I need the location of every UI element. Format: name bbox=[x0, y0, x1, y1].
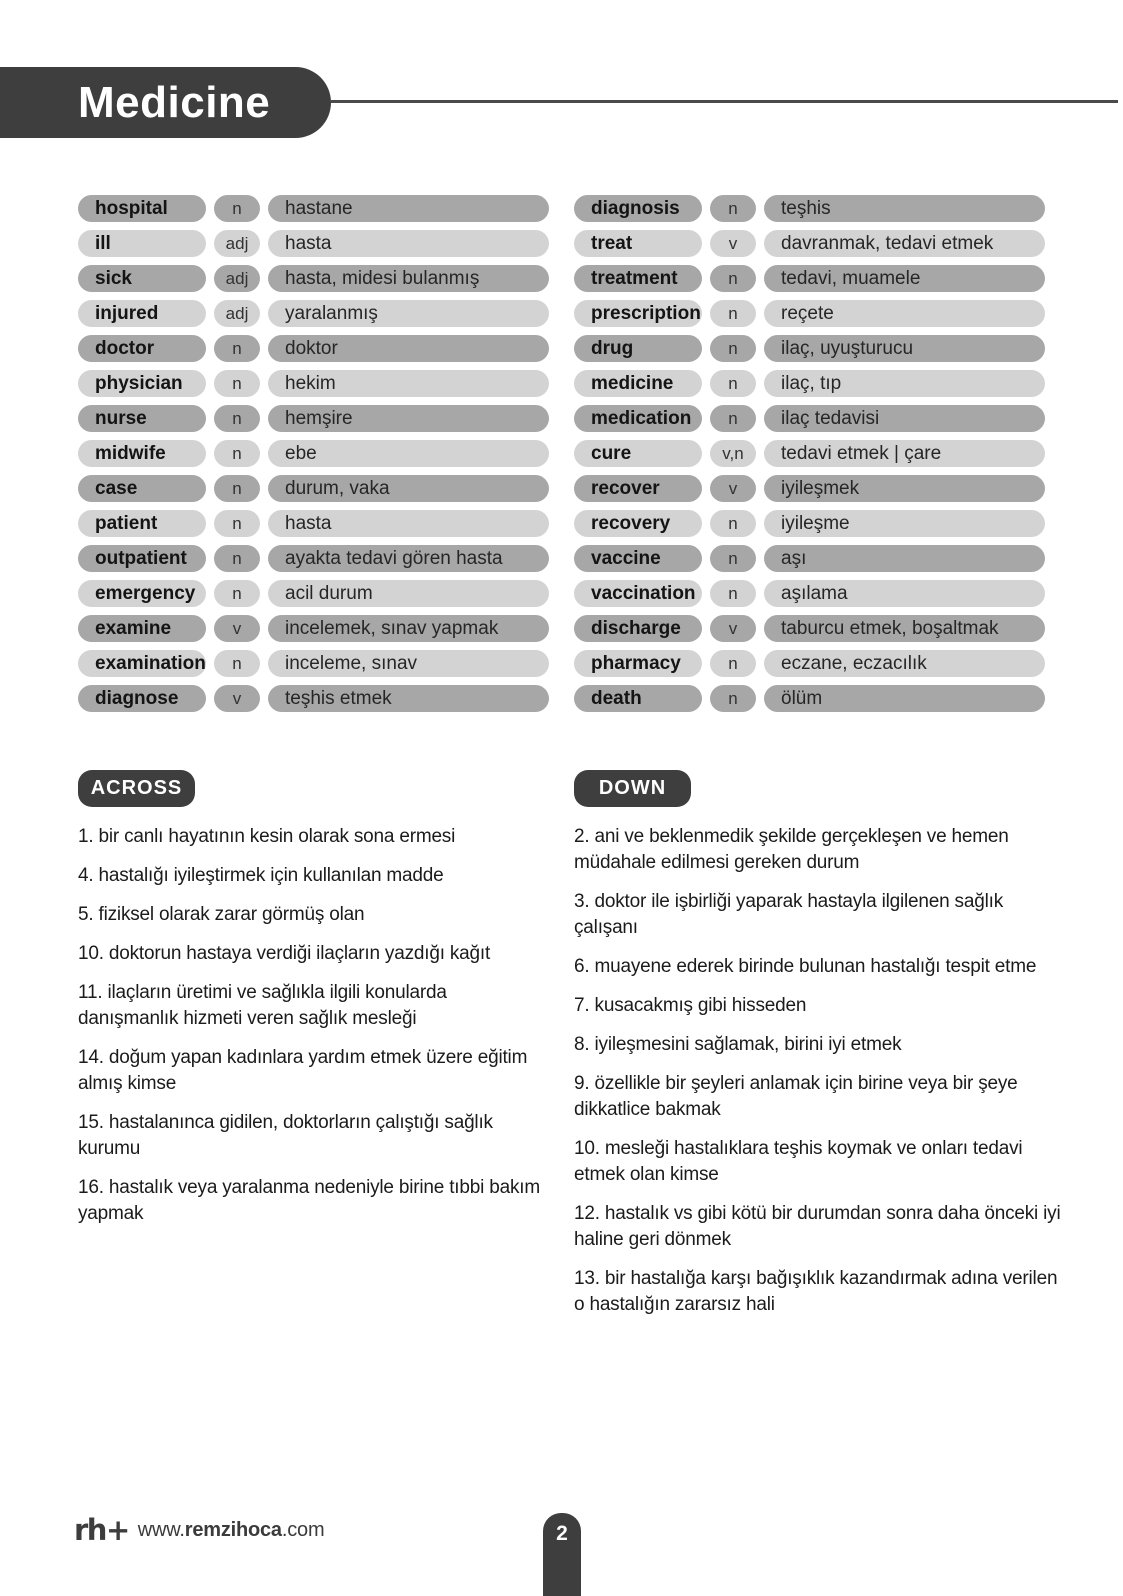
word-pill: medication bbox=[574, 405, 702, 432]
vocab-row bbox=[78, 580, 549, 607]
word-pill: nurse bbox=[78, 405, 206, 432]
translation-pill: ilaç, tıp bbox=[764, 370, 1045, 397]
translation-pill: hasta bbox=[268, 230, 549, 257]
word-pill: ill bbox=[78, 230, 206, 257]
translation-pill: taburcu etmek, boşaltmak bbox=[764, 615, 1045, 642]
translation-pill: doktor bbox=[268, 335, 549, 362]
part-of-speech-pill: n bbox=[214, 510, 260, 537]
word-pill: cure bbox=[574, 440, 702, 467]
word-pill: death bbox=[574, 685, 702, 712]
across-badge bbox=[78, 770, 195, 807]
vocab-row bbox=[78, 370, 549, 397]
down-badge bbox=[574, 770, 691, 807]
clue-item: 8. iyileşmesini sağlamak, birini iyi etmek bbox=[574, 1034, 902, 1055]
across-column bbox=[78, 770, 549, 1331]
part-of-speech-pill: v bbox=[710, 475, 756, 502]
word-pill: physician bbox=[78, 370, 206, 397]
url-name: remzihoca bbox=[184, 1519, 282, 1541]
page-title-banner bbox=[0, 67, 331, 138]
url-tld: .com bbox=[281, 1519, 325, 1541]
vocab-row bbox=[574, 335, 1045, 362]
translation-pill: incelemek, sınav yapmak bbox=[268, 615, 549, 642]
translation-pill: acil durum bbox=[268, 580, 549, 607]
part-of-speech-pill: n bbox=[214, 475, 260, 502]
word-pill: vaccination bbox=[574, 580, 702, 607]
footer-brand bbox=[74, 1513, 325, 1547]
vocabulary-column-left bbox=[78, 195, 549, 712]
word-pill: emergency bbox=[78, 580, 206, 607]
vocab-row bbox=[78, 475, 549, 502]
word-pill: treatment bbox=[574, 265, 702, 292]
translation-pill: aşılama bbox=[764, 580, 1045, 607]
clue-item: 16. hastalık veya yaralanma nedeniyle birine tıbbi bakım yapmak bbox=[78, 1177, 540, 1224]
part-of-speech-pill: n bbox=[214, 195, 260, 222]
word-pill: injured bbox=[78, 300, 206, 327]
part-of-speech-pill: n bbox=[214, 440, 260, 467]
clue-item: 4. hastalığı iyileştirmek için kullanılan madde bbox=[78, 865, 444, 886]
word-pill: discharge bbox=[574, 615, 702, 642]
translation-pill: iyileşmek bbox=[764, 475, 1045, 502]
vocab-row bbox=[574, 545, 1045, 572]
vocab-row bbox=[78, 545, 549, 572]
word-pill: patient bbox=[78, 510, 206, 537]
translation-pill: teşhis etmek bbox=[268, 685, 549, 712]
vocab-row bbox=[574, 650, 1045, 677]
title-rule bbox=[331, 100, 1118, 103]
page-number: 2 bbox=[556, 1522, 568, 1545]
translation-pill: ilaç, uyuşturucu bbox=[764, 335, 1045, 362]
part-of-speech-pill: n bbox=[710, 405, 756, 432]
word-pill: doctor bbox=[78, 335, 206, 362]
translation-pill: hastane bbox=[268, 195, 549, 222]
translation-pill: aşı bbox=[764, 545, 1045, 572]
word-pill: outpatient bbox=[78, 545, 206, 572]
crossword-clues-section bbox=[78, 770, 1068, 1331]
clue-item: 9. özellikle bir şeyleri anlamak için birine veya bir şeye dikkatlice bakmak bbox=[574, 1073, 1018, 1120]
translation-pill: iyileşme bbox=[764, 510, 1045, 537]
vocab-row bbox=[574, 370, 1045, 397]
part-of-speech-pill: n bbox=[214, 405, 260, 432]
vocab-row bbox=[574, 580, 1045, 607]
word-pill: examination bbox=[78, 650, 206, 677]
vocab-row bbox=[574, 510, 1045, 537]
clue-item: 14. doğum yapan kadınlara yardım etmek üzere eğitim almış kimse bbox=[78, 1047, 528, 1094]
site-url bbox=[138, 1519, 325, 1542]
translation-pill: inceleme, sınav bbox=[268, 650, 549, 677]
part-of-speech-pill: n bbox=[710, 370, 756, 397]
part-of-speech-pill: n bbox=[214, 370, 260, 397]
part-of-speech-pill: n bbox=[710, 195, 756, 222]
part-of-speech-pill: v bbox=[710, 230, 756, 257]
clue-item: 10. doktorun hastaya verdiği ilaçların yazdığı kağıt bbox=[78, 943, 491, 964]
translation-pill: ebe bbox=[268, 440, 549, 467]
part-of-speech-pill: n bbox=[710, 335, 756, 362]
translation-pill: hemşire bbox=[268, 405, 549, 432]
vocab-row bbox=[574, 195, 1045, 222]
word-pill: recovery bbox=[574, 510, 702, 537]
vocab-row bbox=[574, 405, 1045, 432]
page-number-tab bbox=[543, 1513, 581, 1596]
translation-pill: tedavi etmek | çare bbox=[764, 440, 1045, 467]
vocab-row bbox=[78, 230, 549, 257]
vocab-row bbox=[574, 615, 1045, 642]
vocab-row bbox=[78, 335, 549, 362]
translation-pill: hekim bbox=[268, 370, 549, 397]
word-pill: sick bbox=[78, 265, 206, 292]
word-pill: recover bbox=[574, 475, 702, 502]
translation-pill: teşhis bbox=[764, 195, 1045, 222]
clue-item: 1. bir canlı hayatının kesin olarak sona ermesi bbox=[78, 826, 456, 847]
part-of-speech-pill: v,n bbox=[710, 440, 756, 467]
word-pill: hospital bbox=[78, 195, 206, 222]
clue-item: 2. ani ve beklenmedik şekilde gerçekleşen ve hemen müdahale edilmesi gereken durum bbox=[574, 826, 1009, 873]
vocab-row bbox=[574, 685, 1045, 712]
clue-item: 5. fiziksel olarak zarar görmüş olan bbox=[78, 904, 365, 925]
word-pill: drug bbox=[574, 335, 702, 362]
url-www: www. bbox=[137, 1519, 185, 1541]
vocab-row bbox=[78, 440, 549, 467]
translation-pill: ölüm bbox=[764, 685, 1045, 712]
vocab-row bbox=[78, 300, 549, 327]
part-of-speech-pill: n bbox=[214, 545, 260, 572]
vocab-row bbox=[78, 615, 549, 642]
vocab-row bbox=[574, 300, 1045, 327]
part-of-speech-pill: n bbox=[214, 335, 260, 362]
across-clue-list bbox=[78, 824, 549, 1227]
translation-pill: tedavi, muamele bbox=[764, 265, 1045, 292]
word-pill: pharmacy bbox=[574, 650, 702, 677]
clue-item: 15. hastalanınca gidilen, doktorların çalıştığı sağlık kurumu bbox=[78, 1112, 493, 1159]
across-label: ACROSS bbox=[90, 777, 183, 799]
part-of-speech-pill: n bbox=[710, 685, 756, 712]
word-pill: vaccine bbox=[574, 545, 702, 572]
part-of-speech-pill: v bbox=[214, 615, 260, 642]
vocab-row bbox=[574, 475, 1045, 502]
part-of-speech-pill: v bbox=[710, 615, 756, 642]
clue-item: 10. mesleği hastalıklara teşhis koymak ve onları tedavi etmek olan kimse bbox=[574, 1138, 1023, 1185]
translation-pill: durum, vaka bbox=[268, 475, 549, 502]
translation-pill: hasta bbox=[268, 510, 549, 537]
clue-item: 6. muayene ederek birinde bulunan hastalığı tespit etme bbox=[574, 956, 1037, 977]
clue-item: 13. bir hastalığa karşı bağışıklık kazandırmak adına verilen o hastalığın zararsız hali bbox=[574, 1268, 1058, 1315]
part-of-speech-pill: n bbox=[710, 650, 756, 677]
translation-pill: ayakta tedavi gören hasta bbox=[268, 545, 549, 572]
part-of-speech-pill: n bbox=[710, 580, 756, 607]
vocabulary-section bbox=[78, 195, 1045, 712]
remzihoca-logo: rh+ bbox=[74, 1513, 129, 1547]
translation-pill: yaralanmış bbox=[268, 300, 549, 327]
part-of-speech-pill: n bbox=[214, 580, 260, 607]
translation-pill: davranmak, tedavi etmek bbox=[764, 230, 1045, 257]
word-pill: diagnosis bbox=[574, 195, 702, 222]
clue-item: 3. doktor ile işbirliği yaparak hastayla ilgilenen sağlık çalışanı bbox=[574, 891, 1003, 938]
down-clue-list bbox=[574, 824, 1068, 1318]
vocab-row bbox=[574, 440, 1045, 467]
down-label: DOWN bbox=[598, 777, 667, 799]
word-pill: examine bbox=[78, 615, 206, 642]
down-column bbox=[574, 770, 1068, 1331]
word-pill: prescription bbox=[574, 300, 702, 327]
vocab-row bbox=[574, 230, 1045, 257]
vocab-row bbox=[78, 650, 549, 677]
part-of-speech-pill: n bbox=[710, 265, 756, 292]
vocabulary-column-right bbox=[574, 195, 1045, 712]
word-pill: diagnose bbox=[78, 685, 206, 712]
part-of-speech-pill: n bbox=[710, 545, 756, 572]
translation-pill: eczane, eczacılık bbox=[764, 650, 1045, 677]
vocab-row bbox=[78, 510, 549, 537]
part-of-speech-pill: adj bbox=[214, 265, 260, 292]
word-pill: case bbox=[78, 475, 206, 502]
word-pill: treat bbox=[574, 230, 702, 257]
part-of-speech-pill: v bbox=[214, 685, 260, 712]
part-of-speech-pill: adj bbox=[214, 300, 260, 327]
part-of-speech-pill: n bbox=[710, 510, 756, 537]
translation-pill: reçete bbox=[764, 300, 1045, 327]
clue-item: 12. hastalık vs gibi kötü bir durumdan sonra daha önceki iyi haline geri dönmek bbox=[574, 1203, 1061, 1250]
translation-pill: hasta, midesi bulanmış bbox=[268, 265, 549, 292]
clue-item: 11. ilaçların üretimi ve sağlıkla ilgili konularda danışmanlık hizmeti veren sağlık mesleği bbox=[78, 982, 447, 1029]
word-pill: medicine bbox=[574, 370, 702, 397]
word-pill: midwife bbox=[78, 440, 206, 467]
vocab-row bbox=[78, 265, 549, 292]
vocab-row bbox=[574, 265, 1045, 292]
translation-pill: ilaç tedavisi bbox=[764, 405, 1045, 432]
vocab-row bbox=[78, 685, 549, 712]
vocab-row bbox=[78, 405, 549, 432]
page-title: Medicine bbox=[78, 77, 271, 127]
vocab-row bbox=[78, 195, 549, 222]
part-of-speech-pill: n bbox=[710, 300, 756, 327]
part-of-speech-pill: n bbox=[214, 650, 260, 677]
part-of-speech-pill: adj bbox=[214, 230, 260, 257]
clue-item: 7. kusacakmış gibi hisseden bbox=[574, 995, 807, 1016]
